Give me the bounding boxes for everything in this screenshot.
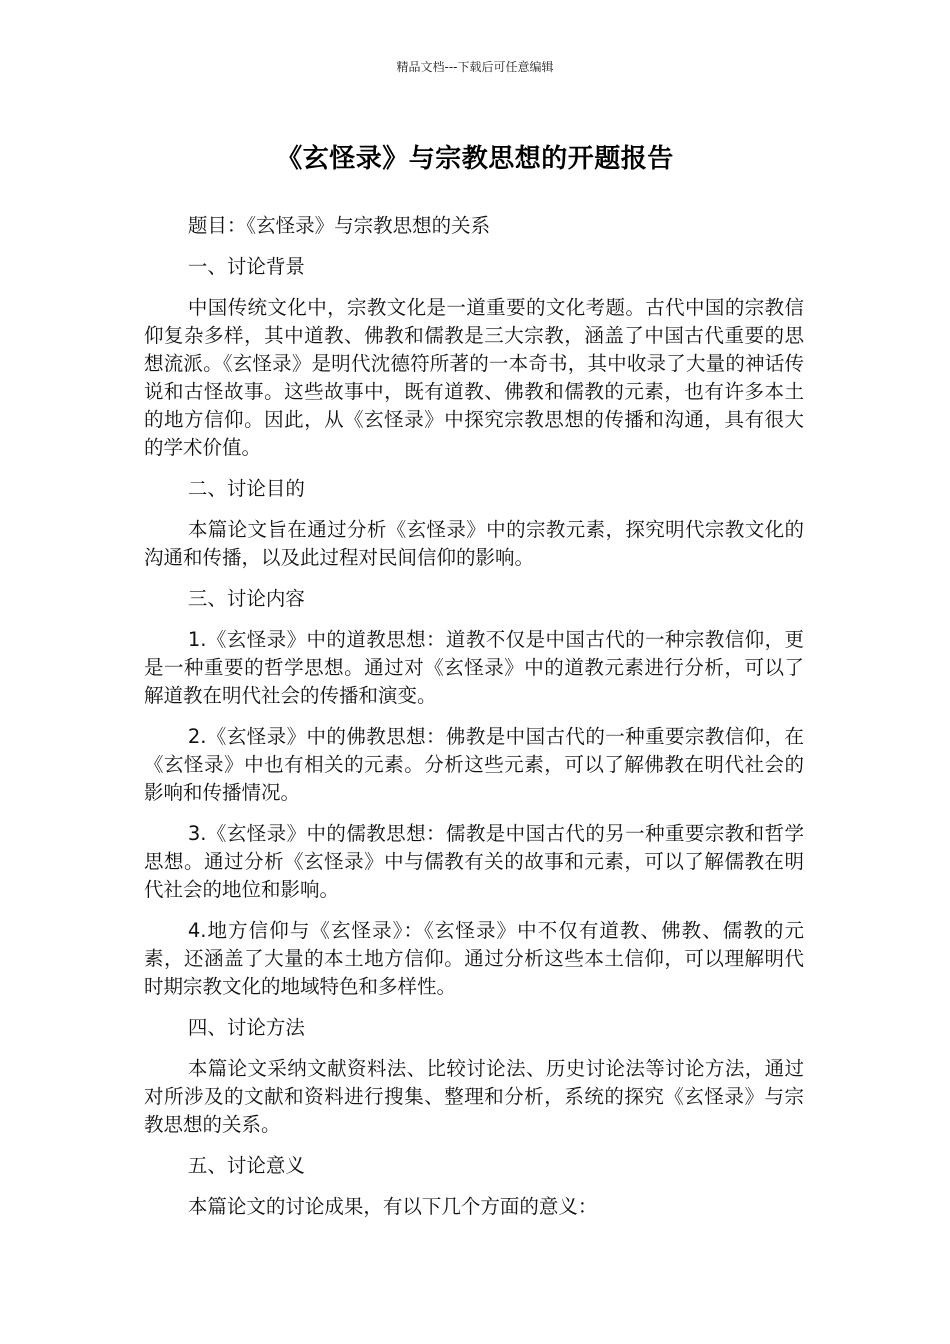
section-text-significance: 本篇论文的讨论成果，有以下几个方面的意义： [187, 1195, 598, 1218]
page-title: 《玄怪录》与宗教思想的开题报告 [276, 144, 674, 174]
content-item-local-beliefs: 4.地方信仰与《玄怪录》：《玄怪录》中不仅有道教、佛教、儒教的元素，还涵盖了大量的本土地方信仰。通过分析这些本土信仰，可以理解明代时期宗教文化的地域特色和多样性。 [144, 919, 804, 998]
content-item-taoism: 1.《玄怪录》中的道教思想：道教不仅是中国古代的一种宗教信仰，更是一种重要的哲学思想。通过对《玄怪录》中的道教元素进行分析，可以了解道教在明代社会的传播和演变。 [144, 628, 804, 707]
document-body [144, 212, 804, 1234]
content-item-confucianism: 3.《玄怪录》中的儒教思想：儒教是中国古代的另一种重要宗教和哲学思想。通过分析《玄怪录》中与儒教有关的故事和元素，可以了解儒教在明代社会的地位和影响。 [144, 822, 804, 901]
section-text-method: 本篇论文采纳文献资料法、比较讨论法、历史讨论法等讨论方法，通过对所涉及的文献和资料进行搜集、整理和分析，系统的探究《玄怪录》与宗教思想的关系。 [144, 1057, 804, 1136]
section-heading-method: 四、讨论方法 [187, 1016, 305, 1039]
section-heading-purpose: 二、讨论目的 [187, 477, 305, 500]
section-heading-significance: 五、讨论意义 [187, 1154, 305, 1177]
topic-line: 题目：《玄怪录》与宗教思想的关系 [187, 214, 491, 237]
section-heading-background: 一、讨论背景 [187, 255, 305, 278]
section-heading-content: 三、讨论内容 [187, 587, 305, 610]
section-text-purpose: 本篇论文旨在通过分析《玄怪录》中的宗教元素，探究明代宗教文化的沟通和传播，以及此过程对民间信仰的影响。 [144, 518, 804, 569]
content-item-buddhism: 2.《玄怪录》中的佛教思想：佛教是中国古代的一种重要宗教信仰，在《玄怪录》中也有相关的元素。分析这些元素，可以了解佛教在明代社会的影响和传播情况。 [144, 725, 804, 804]
section-text-background: 中国传统文化中，宗教文化是一道重要的文化考题。古代中国的宗教信仰复杂多样，其中道教、佛教和儒教是三大宗教，涵盖了中国古代重要的思想流派。《玄怪录》是明代沈德符所著的一本奇书，其中收录了大量的神话传说和古怪故事。这些故事中，既有道教、佛教和儒教的元素，也有许多本土的地方信仰。因此，从《玄怪录》中探究宗教思想的传播和沟通，具有很大的学术价值。 [144, 296, 804, 459]
header-note: 精品文档---下载后可任意编辑 [396, 60, 554, 74]
